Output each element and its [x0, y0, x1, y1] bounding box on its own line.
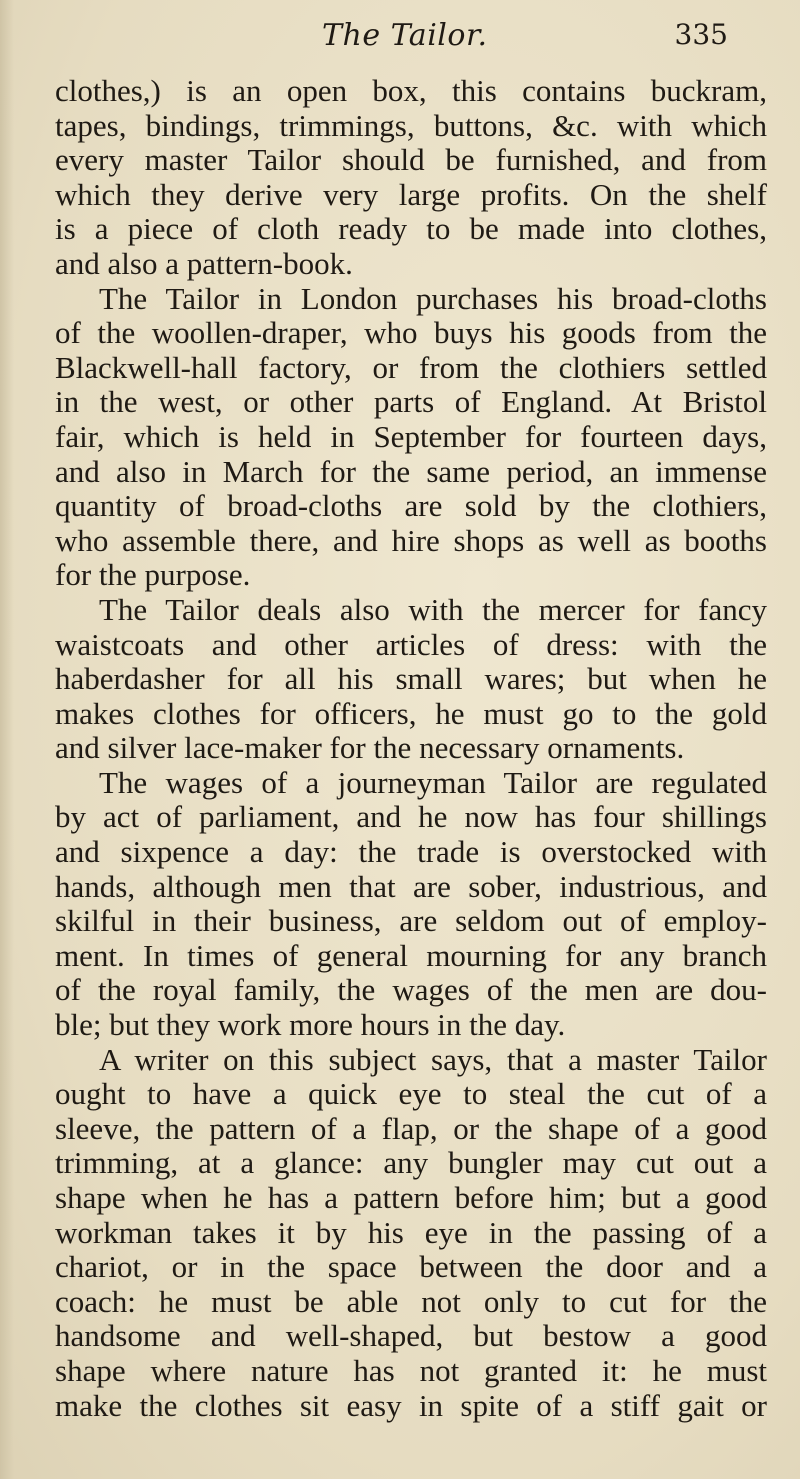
text-line: chariot, or in the space between the door and a: [55, 1249, 767, 1285]
text-line: in the west, or other parts of England. At Bristol: [55, 384, 767, 420]
text-line: The Tailor in London purchases his broad-cloths: [99, 280, 767, 316]
text-line: by act of parliament, and he now has four shillings: [55, 799, 767, 835]
text-line: and silver lace-maker for the necessary ornaments.: [55, 730, 685, 766]
text-line: The Tailor deals also with the mercer for fancy: [99, 591, 767, 627]
text-line: and also in March for the same period, an immense: [55, 453, 767, 489]
text-line: and also a pattern-book.: [55, 245, 353, 281]
text-line: Blackwell-hall factory, or from the clothiers settled: [55, 349, 767, 385]
text-line: waistcoats and other articles of dress: with the: [55, 626, 767, 662]
text-line: every master Tailor should be furnished, and from: [55, 142, 767, 178]
text-line: handsome and well-shaped, but bestow a good: [55, 1318, 767, 1354]
text-line: trimming, at a glance: any bungler may cut out a: [55, 1145, 767, 1181]
text-line: ought to have a quick eye to steal the cut of a: [55, 1076, 767, 1112]
text-line: ble; but they work more hours in the day.: [55, 1007, 566, 1043]
text-line: of the woollen-draper, who buys his goods from the: [55, 315, 767, 351]
text-line: A writer on this subject says, that a master Tailor: [99, 1041, 767, 1077]
text-line: shape when he has a pattern before him; but a good: [55, 1180, 767, 1215]
text-line: clothes,) is an open box, this contains buckram,: [55, 73, 767, 108]
text-line: is a piece of cloth ready to be made into clothes,: [55, 211, 767, 247]
running-title: The Tailor.: [322, 18, 488, 53]
text-line: sleeve, the pattern of a flap, or the shape of a good: [55, 1110, 767, 1146]
text-line: workman takes it by his eye in the passing of a: [55, 1214, 767, 1250]
text-line: who assemble there, and hire shops as well as booths: [55, 522, 767, 558]
text-line: The wages of a journeyman Tailor are regulated: [99, 764, 767, 800]
text-line: of the royal family, the wages of the men are dou-: [55, 972, 767, 1008]
text-line: hands, although men that are sober, industrious, and: [55, 868, 767, 904]
text-line: haberdasher for all his small wares; but when he: [55, 661, 767, 697]
page-gutter-shadow: [0, 0, 14, 1479]
running-head: [50, 16, 740, 60]
text-line: fair, which is held in September for fourteen days,: [55, 418, 767, 454]
text-line: quantity of broad-cloths are sold by the clothiers,: [55, 488, 767, 524]
text-line: ment. In times of general mourning for any branch: [55, 937, 767, 973]
text-line: makes clothes for officers, he must go to the gold: [55, 695, 767, 731]
text-line: tapes, bindings, trimmings, buttons, &c. with which: [55, 107, 767, 143]
page-number: 335: [674, 18, 728, 51]
text-line: shape where nature has not granted it: he must: [55, 1352, 767, 1388]
body-text: [55, 74, 767, 1423]
text-line: and sixpence a day: the trade is overstocked with: [55, 834, 767, 870]
text-line: for the purpose.: [55, 557, 251, 593]
text-line: coach: he must be able not only to cut for the: [55, 1283, 767, 1319]
text-line: which they derive very large profits. On the shelf: [55, 176, 767, 212]
text-line: skilful in their business, are seldom out of employ-: [55, 903, 767, 939]
text-line: make the clothes sit easy in spite of a stiff gait or: [55, 1387, 767, 1423]
